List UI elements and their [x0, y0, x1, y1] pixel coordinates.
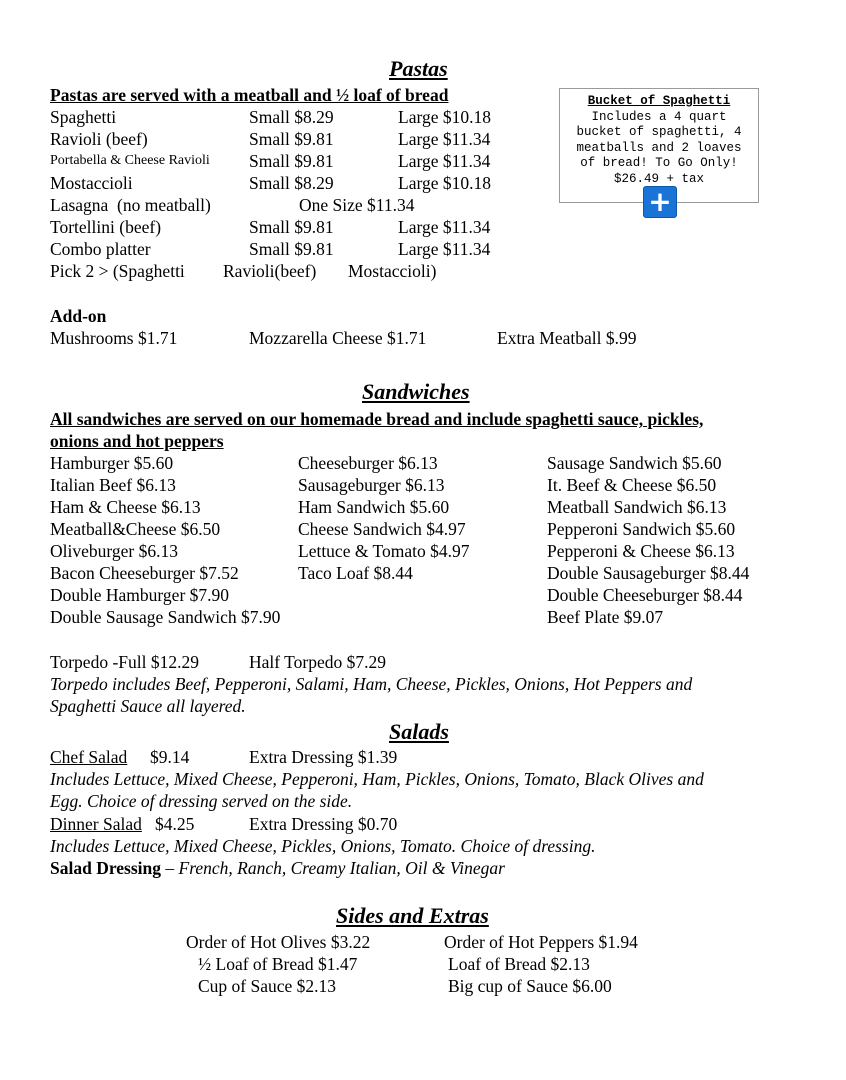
dinner-salad-price: $4.25: [155, 814, 195, 834]
chef-salad-extra-dressing: Extra Dressing $1.39: [249, 747, 398, 767]
sandwiches-heading: Sandwiches: [362, 379, 470, 404]
sandwich-item: Italian Beef $6.13: [50, 475, 176, 495]
promo-line: of bread! To Go Only!: [580, 156, 738, 170]
pasta-item-large: Large $10.18: [398, 107, 491, 127]
promo-title: Bucket of Spaghetti: [587, 94, 731, 108]
sandwich-item: Hamburger $5.60: [50, 453, 174, 473]
dinner-salad-extra-dressing: Extra Dressing $0.70: [249, 814, 398, 834]
sandwich-item: Double Sausage Sandwich $7.90: [50, 607, 281, 627]
sandwich-item: Ham & Cheese $6.13: [50, 497, 201, 517]
pasta-item-name: Mostaccioli: [50, 173, 133, 193]
side-item: Order of Hot Peppers $1.94: [444, 932, 638, 952]
pasta-item-one-size: One Size $11.34: [299, 195, 415, 215]
sandwich-item: Taco Loaf $8.44: [298, 563, 413, 583]
side-item: ½ Loaf of Bread $1.47: [198, 954, 358, 974]
sandwich-item: Cheese Sandwich $4.97: [298, 519, 466, 539]
sandwich-item: Double Cheeseburger $8.44: [547, 585, 743, 605]
pasta-item-large: Large $10.18: [398, 173, 491, 193]
pasta-item-large: Large $11.34: [398, 239, 491, 259]
pasta-item-name: Tortellini (beef): [50, 217, 162, 237]
pasta-item-name: Spaghetti: [50, 107, 117, 127]
sides-heading: Sides and Extras: [336, 903, 489, 928]
sandwich-item: Double Hamburger $7.90: [50, 585, 230, 605]
pasta-item-small: Small $9.81: [249, 151, 334, 171]
salad-dressing-line: [50, 857, 505, 879]
addon-item: Mozzarella Cheese $1.71: [249, 328, 427, 348]
sandwich-item: Sausageburger $6.13: [298, 475, 445, 495]
addon-heading: Add-on: [50, 306, 107, 326]
sandwich-item: Oliveburger $6.13: [50, 541, 178, 561]
sandwich-item: Pepperoni & Cheese $6.13: [547, 541, 735, 561]
torpedo-full: Torpedo -Full $12.29: [50, 652, 199, 672]
side-item: Cup of Sauce $2.13: [198, 976, 337, 996]
pick2-option: Mostaccioli): [348, 261, 437, 281]
salad-dressing-label: Salad Dressing: [50, 858, 162, 878]
sandwich-item: Cheeseburger $6.13: [298, 453, 438, 473]
promo-line: meatballs and 2 loaves: [576, 140, 742, 155]
sandwiches-note: onions and hot peppers: [50, 431, 224, 451]
side-item: Loaf of Bread $2.13: [448, 954, 590, 974]
pasta-item-name: Lasagna (no meatball): [50, 195, 211, 215]
promo-line: bucket of spaghetti, 4: [576, 125, 742, 139]
chef-salad-description: Egg. Choice of dressing served on the side.: [50, 791, 353, 811]
sandwich-item: Bacon Cheeseburger $7.52: [50, 563, 239, 583]
dinner-salad-description: Includes Lettuce, Mixed Cheese, Pickles, Onions, Tomato. Choice of dressing.: [50, 836, 596, 856]
pasta-item-name: Combo platter: [50, 239, 151, 259]
pick2-option: Ravioli(beef): [223, 261, 317, 281]
pastas-heading: Pastas: [389, 56, 448, 81]
side-item: Big cup of Sauce $6.00: [448, 976, 612, 996]
sandwich-item: Pepperoni Sandwich $5.60: [547, 519, 736, 539]
pick2-label: Pick 2 > (Spaghetti: [50, 261, 185, 281]
sandwich-item: Meatball Sandwich $6.13: [547, 497, 727, 517]
torpedo-description: Torpedo includes Beef, Pepperoni, Salami, Ham, Cheese, Pickles, Onions, Hot Peppers and: [50, 674, 693, 694]
pasta-item-small: Small $8.29: [249, 107, 334, 127]
chef-salad-description: Includes Lettuce, Mixed Cheese, Pepperoni, Ham, Pickles, Onions, Tomato, Black Olives and: [50, 769, 704, 789]
addon-item: Extra Meatball $.99: [497, 328, 637, 348]
chef-salad-name: Chef Salad: [50, 747, 128, 767]
sandwich-item: Beef Plate $9.07: [547, 607, 664, 627]
pasta-item-name: Ravioli (beef): [50, 129, 148, 149]
pasta-item-large: Large $11.34: [398, 129, 491, 149]
sandwich-item: Lettuce & Tomato $4.97: [298, 541, 470, 561]
side-item: Order of Hot Olives $3.22: [186, 932, 371, 952]
promo-line: Includes a 4 quart: [591, 109, 727, 124]
sandwich-item: Meatball&Cheese $6.50: [50, 519, 221, 539]
torpedo-description: Spaghetti Sauce all layered.: [50, 696, 246, 716]
expand-plus-button[interactable]: +: [643, 186, 677, 218]
salads-heading: Salads: [389, 719, 449, 744]
torpedo-half: Half Torpedo $7.29: [249, 652, 386, 672]
pasta-item-small: Small $9.81: [249, 239, 334, 259]
pasta-item-name: Portabella & Cheese Ravioli: [50, 153, 210, 168]
sandwich-item: Double Sausageburger $8.44: [547, 563, 750, 583]
sandwich-item: Ham Sandwich $5.60: [298, 497, 450, 517]
addon-item: Mushrooms $1.71: [50, 328, 178, 348]
pasta-item-small: Small $9.81: [249, 129, 334, 149]
promo-line: $26.49 + tax: [613, 171, 704, 186]
dinner-salad-name: Dinner Salad: [50, 814, 142, 834]
chef-salad-price: $9.14: [150, 747, 190, 767]
sandwich-item: Sausage Sandwich $5.60: [547, 453, 722, 473]
pasta-item-large: Large $11.34: [398, 151, 491, 171]
pastas-note: Pastas are served with a meatball and ½ loaf of bread: [50, 85, 449, 105]
pasta-item-large: Large $11.34: [398, 217, 491, 237]
sandwiches-note: All sandwiches are served on our homemade bread and include spaghetti sauce, pickles,: [50, 409, 704, 429]
pasta-item-small: Small $9.81: [249, 217, 334, 237]
pasta-item-small: Small $8.29: [249, 173, 334, 193]
salad-dressing-options: French, Ranch, Creamy Italian, Oil & Vinegar: [178, 858, 505, 878]
salad-dressing-separator: –: [161, 858, 179, 878]
sandwich-item: It. Beef & Cheese $6.50: [547, 475, 717, 495]
